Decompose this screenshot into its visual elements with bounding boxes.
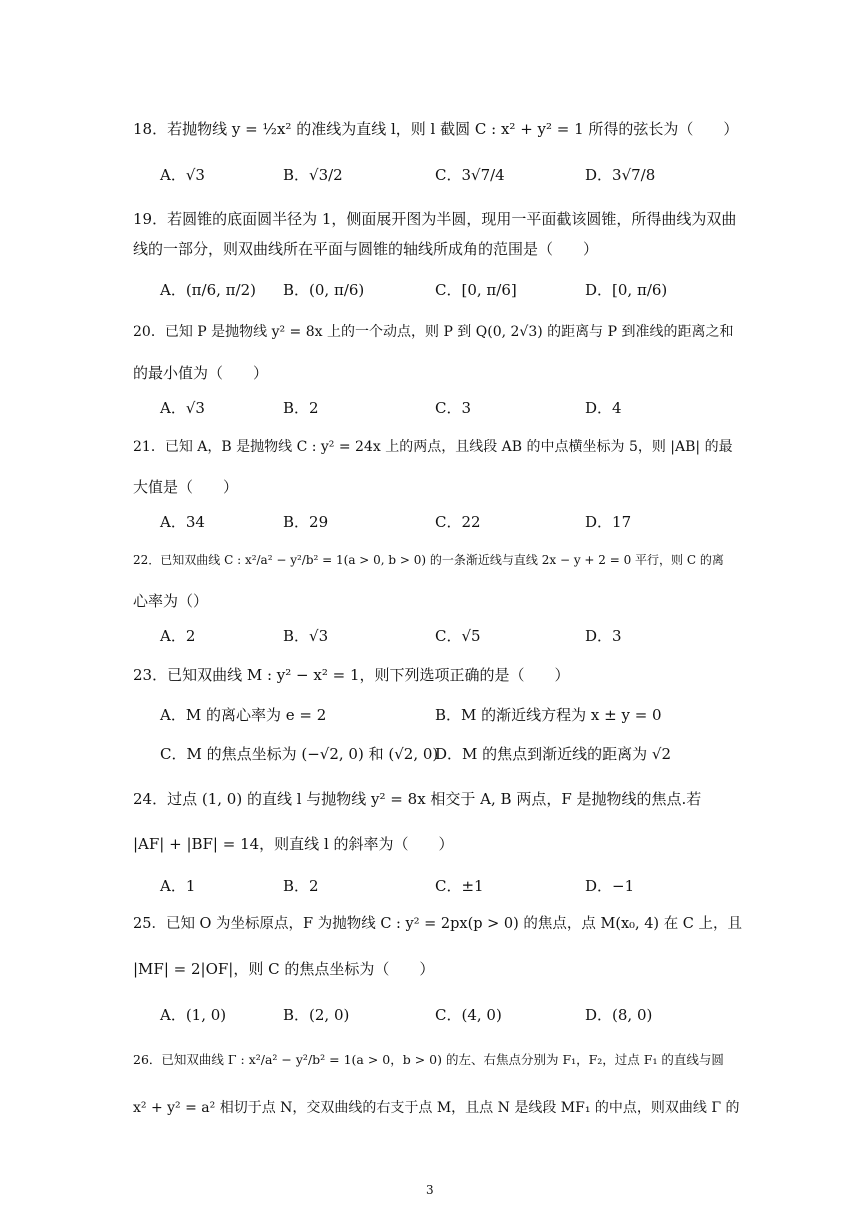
question-20-option-d: D．4	[585, 399, 622, 417]
question-24-stem-line2: |AF| + |BF| = 14，则直线 l 的斜率为（ ）	[133, 835, 454, 853]
question-24-option-a: A．1	[160, 877, 196, 895]
question-22-option-d: D．3	[585, 627, 622, 645]
question-25-option-a: A．(1, 0)	[160, 1006, 227, 1024]
question-22-option-c: C．√5	[435, 627, 481, 645]
page-number: 3	[426, 1183, 434, 1197]
question-26-stem-line2: x² + y² = a² 相切于点 N，交双曲线的右支于点 M，且点 N 是线段 MF₁ 的中点，则双曲线 Γ 的	[133, 1100, 740, 1116]
question-26-stem-line1: 26．已知双曲线 Γ : x²/a² − y²/b² = 1(a > 0，b > 0) 的左、右焦点分别为 F₁，F₂，过点 F₁ 的直线与圆	[133, 1052, 724, 1067]
question-21-option-b: B．29	[283, 513, 329, 531]
question-25-stem-line1: 25．已知 O 为坐标原点，F 为抛物线 C : y² = 2px(p > 0) 的焦点，点 M(x₀, 4) 在 C 上，且	[133, 916, 743, 932]
question-25-option-d: D．(8, 0)	[585, 1006, 653, 1024]
question-23-option-c: C．M 的焦点坐标为 (−√2, 0) 和 (√2, 0)	[160, 745, 439, 763]
question-19-stem-line2: 线的一部分，则双曲线所在平面与圆锥的轴线所成角的范围是（ ）	[133, 240, 599, 258]
question-22-stem-line1: 22．已知双曲线 C : x²/a² − y²/b² = 1(a > 0, b > 0) 的一条渐近线与直线 2x − y + 2 = 0 平行，则 C 的离	[133, 553, 724, 567]
question-23-stem: 23．已知双曲线 M : y² − x² = 1，则下列选项正确的是（ ）	[133, 666, 570, 684]
question-19-option-a: A．(π/6, π/2)	[160, 281, 256, 299]
question-21-stem-line1: 21．已知 A，B 是抛物线 C : y² = 24x 上的两点，且线段 AB 的中点横坐标为 5，则 |AB| 的最	[133, 439, 733, 455]
question-24-option-d: D．−1	[585, 877, 635, 895]
question-21-stem-line2: 大值是（ ）	[133, 478, 239, 496]
question-23-option-d: D．M 的焦点到渐近线的距离为 √2	[435, 745, 672, 763]
question-20-option-a: A．√3	[160, 399, 205, 417]
question-25-option-c: C．(4, 0)	[435, 1006, 502, 1024]
question-20-stem-line1: 20．已知 P 是抛物线 y² = 8x 上的一个动点，则 P 到 Q(0, 2√3) 的距离与 P 到准线的距离之和	[133, 324, 734, 340]
question-19-stem-line1: 19．若圆锥的底面圆半径为 1，侧面展开图为半圆，现用一平面截该圆锥，所得曲线为双曲	[133, 210, 737, 228]
question-18-stem: 18．若抛物线 y = ½x² 的准线为直线 l，则 l 截圆 C : x² + y² = 1 所得的弦长为（ ）	[133, 120, 739, 138]
question-21-option-d: D．17	[585, 513, 632, 531]
question-23-option-a: A．M 的离心率为 e = 2	[160, 706, 327, 724]
question-24-stem-line1: 24．过点 (1, 0) 的直线 l 与抛物线 y² = 8x 相交于 A, B 两点，F 是抛物线的焦点.若	[133, 790, 702, 808]
question-25-stem-line2: |MF| = 2|OF|，则 C 的焦点坐标为（ ）	[133, 960, 435, 978]
question-20-stem-line2: 的最小值为（ ）	[133, 364, 269, 382]
question-19-option-b: B．(0, π/6)	[283, 281, 365, 299]
question-18-option-c: C．3√7/4	[435, 166, 505, 184]
question-25-option-b: B．(2, 0)	[283, 1006, 350, 1024]
question-21-option-c: C．22	[435, 513, 481, 531]
question-22-option-b: B．√3	[283, 627, 329, 645]
question-20-option-c: C．3	[435, 399, 472, 417]
question-23-option-b: B．M 的渐近线方程为 x ± y = 0	[435, 706, 662, 724]
question-24-option-c: C．±1	[435, 877, 484, 895]
question-24-option-b: B．2	[283, 877, 319, 895]
question-18-option-b: B．√3/2	[283, 166, 343, 184]
question-18-option-a: A．√3	[160, 166, 205, 184]
question-19-option-c: C．[0, π/6]	[435, 281, 517, 299]
question-22-stem-line2: 心率为（）	[133, 592, 209, 610]
question-18-option-d: D．3√7/8	[585, 166, 656, 184]
question-21-option-a: A．34	[160, 513, 205, 531]
question-19-option-d: D．[0, π/6)	[585, 281, 668, 299]
question-20-option-b: B．2	[283, 399, 319, 417]
question-22-option-a: A．2	[160, 627, 196, 645]
